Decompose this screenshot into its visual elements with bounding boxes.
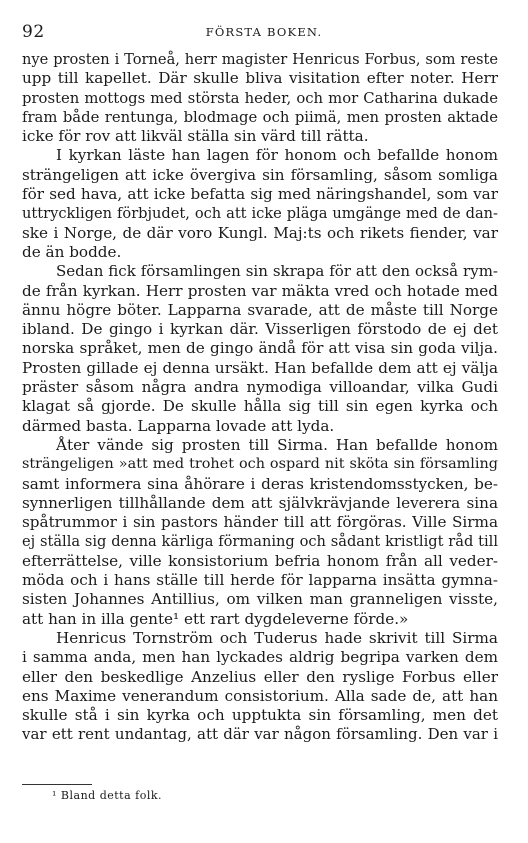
running-title: FÖRSTA BOKEN. [205, 25, 323, 39]
text-line: därmed basta. Lapparna lovade att lyda. [22, 416, 335, 435]
text-line: klagat så gjorde. De skulle hålla sig till sin egen kyrka och [22, 397, 498, 416]
text-line: efterrättelse, ville konsistorium befria honom från all veder- [22, 551, 498, 570]
paragraph-first-line: Sedan fick församlingen sin skrapa för att den också rym- [56, 262, 498, 281]
text-line: ens Maxime venerandum consistorium. Alla sade de, att han [22, 686, 498, 705]
text-line: präster såsom några andra nymodiga villoandar, vilka Gudi [22, 378, 498, 397]
text-line: upp till kapellet. Där skulle bliva visitation efter noter. Herr [22, 69, 498, 88]
text-line: ännu högre böter. Lapparna svarade, att de måste till Norge [22, 300, 498, 319]
text-line: i samma anda, men han lyckades aldrig begripa varken dem [22, 648, 498, 667]
text-line: ske i Norge, de där voro Kungl. Maj:ts och rikets fiender, var [22, 223, 498, 242]
text-line: de från kyrkan. Herr prosten var mäkta vred och hotade med [22, 281, 498, 300]
text-line: uttryckligen förbjudet, och att icke pläga umgänge med de dan- [22, 205, 498, 223]
text-line: för sed hava, att icke befatta sig med näringshandel, som var [22, 185, 498, 204]
text-line: norska språket, men de gingo ändå för att visa sin goda vilja. [22, 339, 498, 358]
text-line: icke för rov att likväl ställa sin värd till rätta. [22, 127, 369, 146]
text-line: ibland. De gingo i kyrkan där. Visserligen förstodo de ej det [22, 320, 498, 339]
text-line: att han in illa gente¹ ett rart dygdeleverne förde.» [22, 609, 409, 628]
paragraph-first-line: Henricus Tornström och Tuderus hade skrivit till Sirma [56, 628, 498, 647]
text-line: möda och i hans ställe till herde för lapparna insätta gymna- [22, 571, 498, 590]
text-line: Prosten gillade ej denna ursäkt. Han befallde dem att ej välja [22, 358, 498, 377]
text-line: eller den beskedlige Anzelius eller den ryslige Forbus eller [22, 667, 498, 686]
text-line: var ett rent undantag, att där var någon församling. Den var i [22, 725, 498, 744]
text-line: de än bodde. [22, 242, 122, 261]
text-line: sisten Johannes Antillius, om vilken man granneligen visste, [22, 590, 498, 609]
text-line: ej ställa sig denna kärliga förmaning och sådant kristligt råd till [22, 533, 498, 551]
paragraph-first-line: I kyrkan läste han lagen för honom och befallde honom [56, 146, 498, 165]
page-header [22, 22, 506, 42]
paragraph-first-line: Åter vände sig prosten till Sirma. Han befallde honom [56, 435, 498, 454]
text-line: skulle stå i sin kyrka och upptukta sin församling, men det [22, 706, 498, 725]
text-line: synnerligen tillhållande dem att självkrävjande leverera sina [22, 493, 498, 512]
text-line: spåtrummor i sin pastors händer till att förgöras. Ville Sirma [22, 513, 498, 532]
body-text [22, 50, 498, 745]
text-line: strängeligen »att med trohet och ospard nit sköta sin församling [22, 456, 498, 473]
text-line: samt informera sina åhörare i deras kristendomsstycken, be- [22, 474, 498, 493]
text-line: prosten mottogs med största heder, och mor Catharina dukade [22, 89, 498, 107]
footnote: ¹ Bland detta folk. [52, 789, 163, 802]
text-line: strängeligen att icke övergiva sin församling, såsom somliga [22, 165, 498, 184]
text-line: fram både rentunga, blodmage och piimä, men prosten aktade [22, 108, 498, 126]
footnote-rule [22, 784, 92, 785]
text-line: nye prosten i Torneå, herr magister Henricus Forbus, som reste [22, 51, 498, 68]
page-number: 92 [22, 22, 45, 42]
